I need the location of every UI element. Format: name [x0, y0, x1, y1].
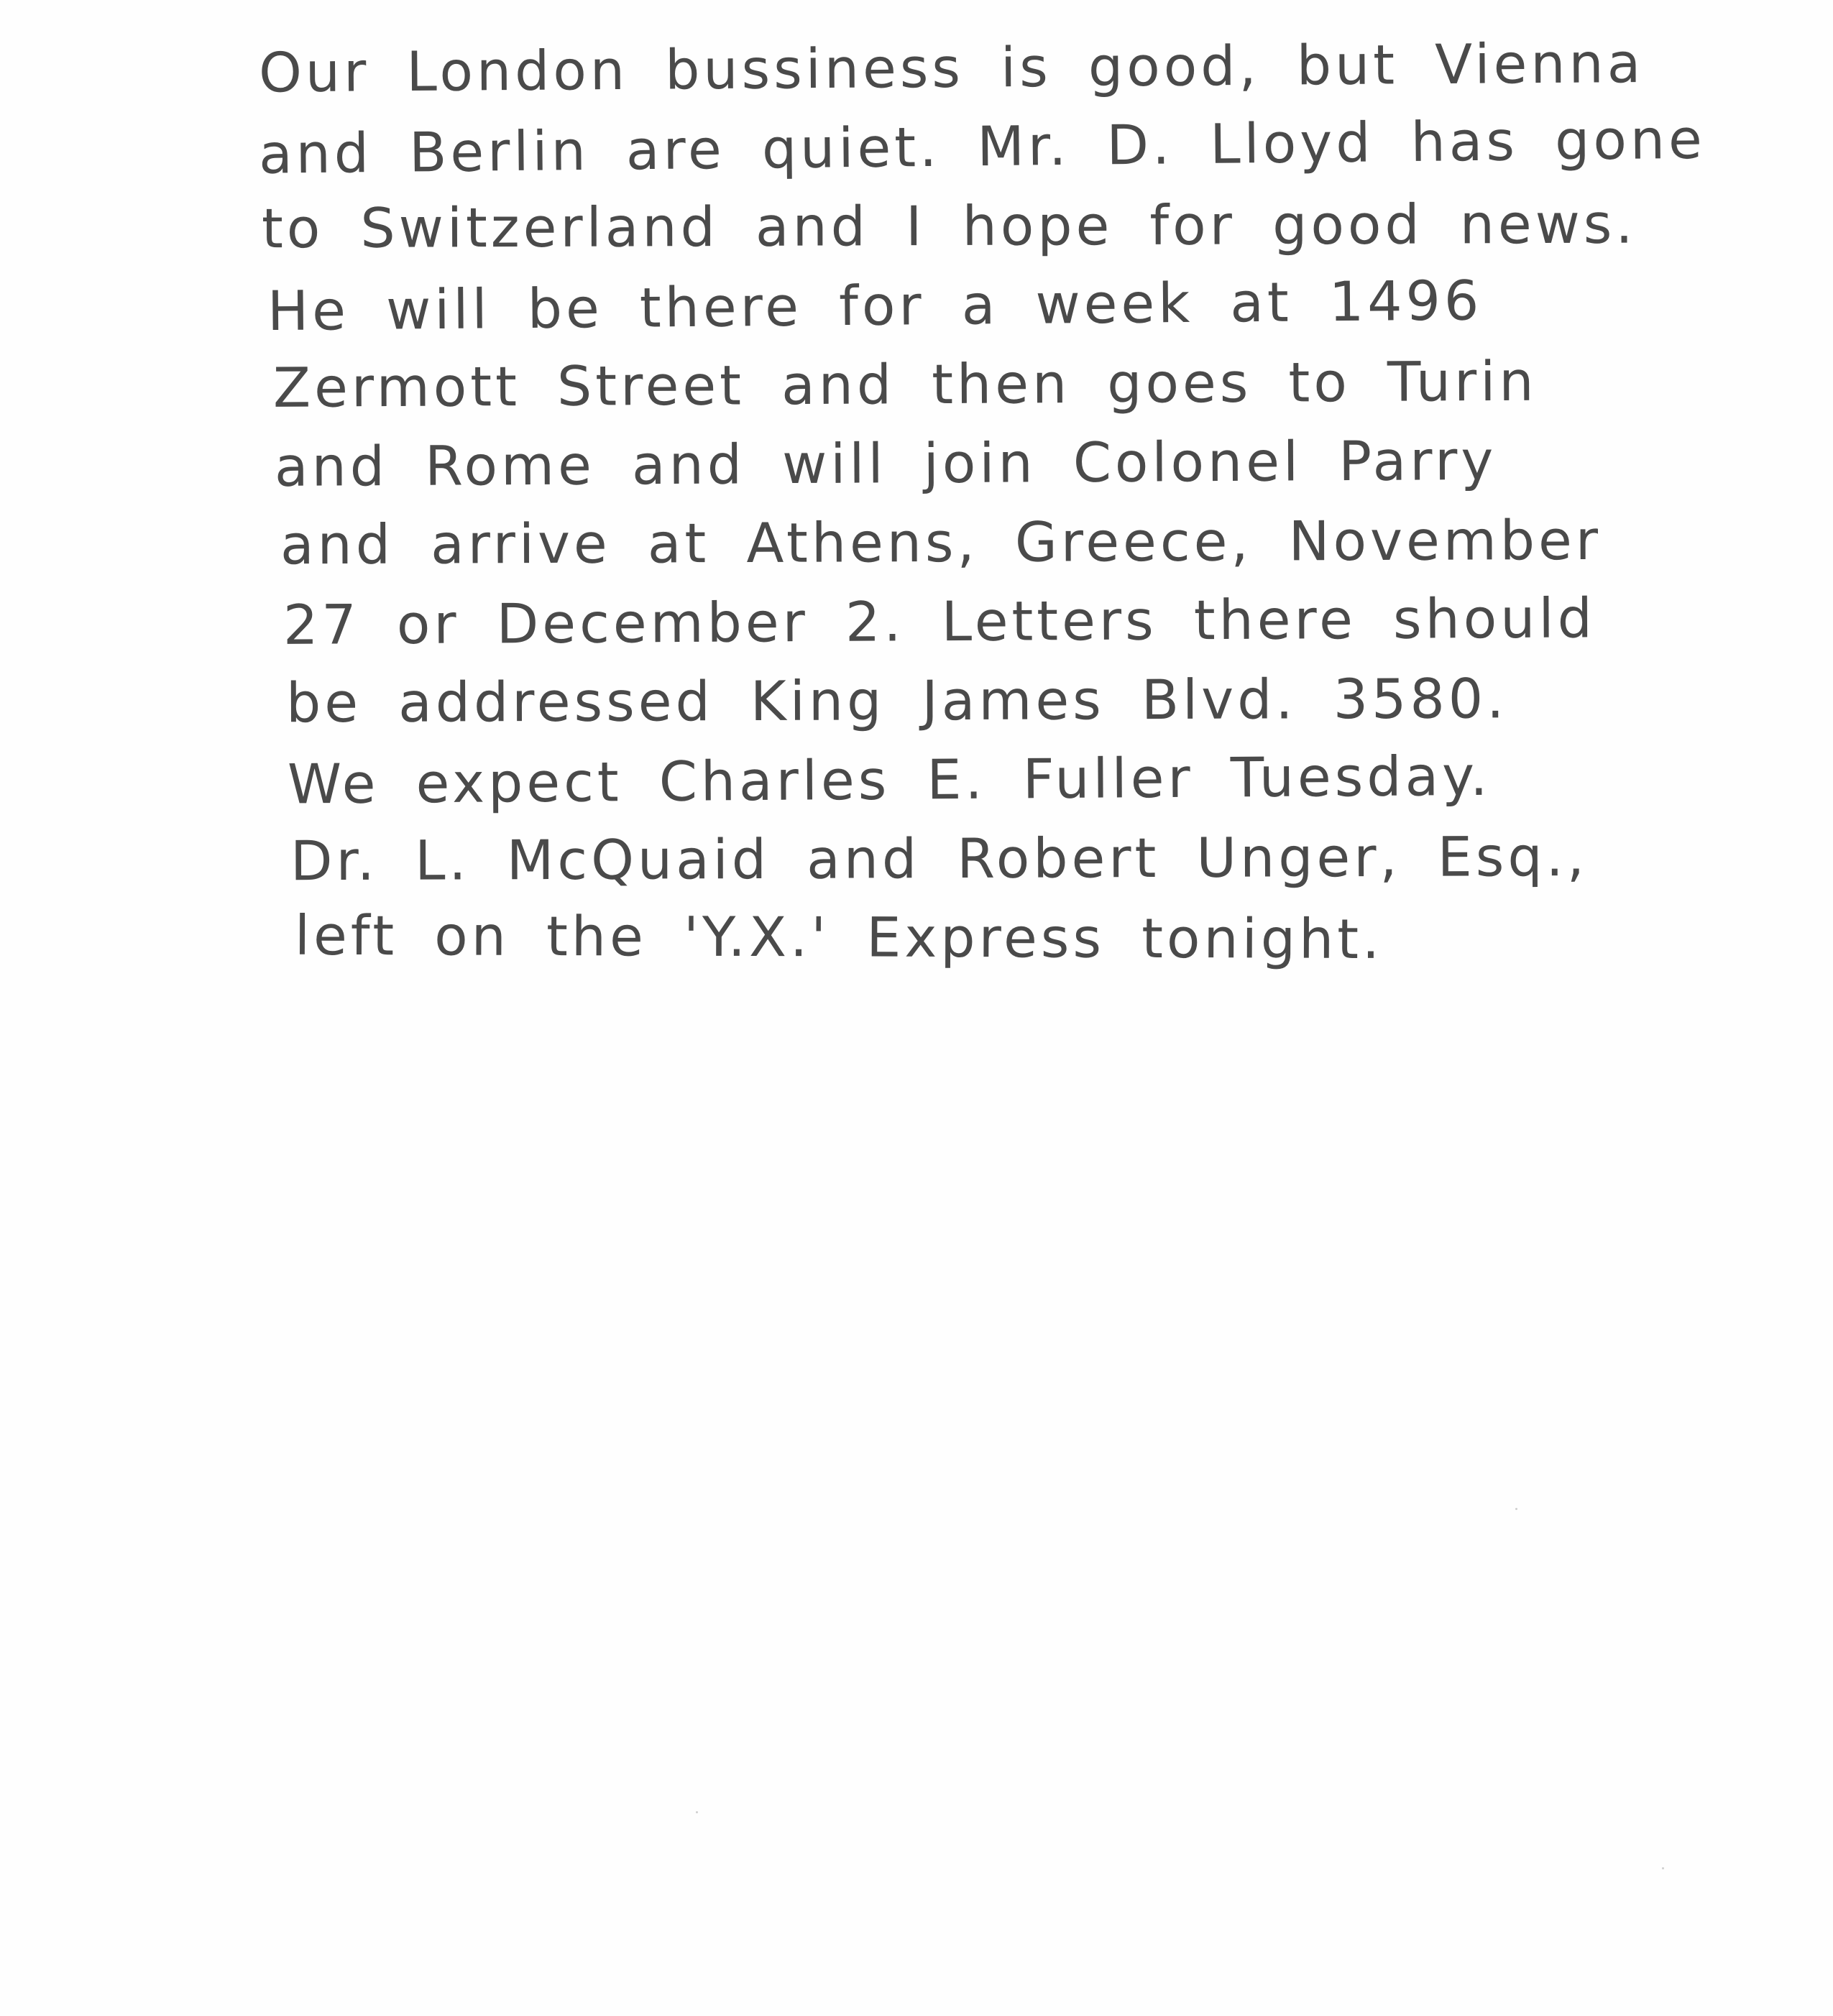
- letter-line-1: Our London bussiness is good, but Vienna: [258, 31, 1645, 105]
- letter-line-12: left on the 'Y.X.' Express tonight.: [294, 903, 1384, 972]
- letter-line-11: Dr. L. McQuaid and Robert Unger, Esq.,: [290, 824, 1589, 893]
- letter-line-3: to Switzerland and I hope for good news.: [261, 191, 1637, 261]
- paper-speck: [1515, 1508, 1517, 1510]
- handwritten-letter: [258, 29, 1706, 977]
- letter-line-7: and arrive at Athens, Greece, November: [280, 507, 1602, 577]
- letter-line-4: He will be there for a week at 1496: [267, 268, 1483, 344]
- letter-line-9: be addressed King James Blvd. 3580.: [285, 666, 1508, 735]
- letter-line-2: and Berlin are quiet. Mr. D. Lloyd has gone: [258, 106, 1706, 186]
- letter-line-10: We expect Charles E. Fuller Tuesday.: [287, 743, 1492, 816]
- letter-line-5: Zermott Street and then goes to Turin: [272, 349, 1538, 420]
- letter-line-8: 27 or December 2. Letters there should: [282, 586, 1597, 657]
- paper-speck: [1662, 1867, 1664, 1869]
- paper-speck: [696, 1811, 698, 1813]
- letter-line-6: and Rome and will join Colonel Parry: [274, 428, 1497, 499]
